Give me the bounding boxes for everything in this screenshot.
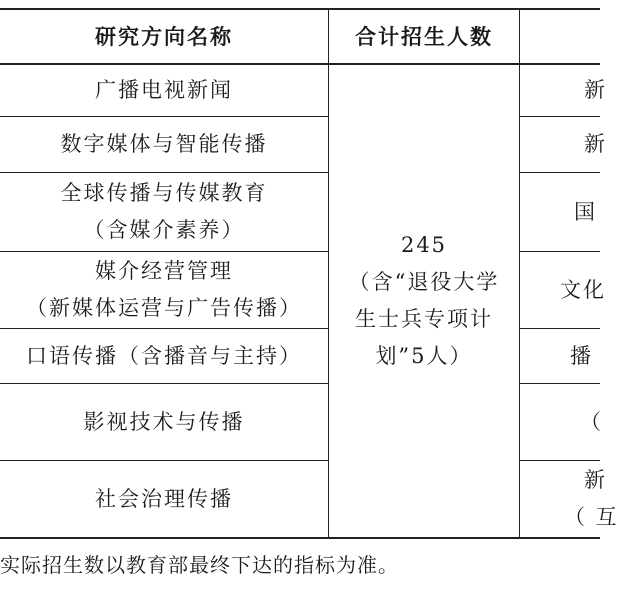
total-note-line: （含“退役大学 bbox=[348, 270, 500, 294]
right-line: （ 互 bbox=[564, 505, 619, 529]
row-direction bbox=[0, 252, 328, 328]
row-direction: 数字媒体与智能传播 bbox=[60, 132, 268, 156]
rule-bottom bbox=[0, 537, 600, 539]
row-direction bbox=[0, 173, 328, 251]
row-right: 国 bbox=[574, 199, 597, 224]
total-count-cell bbox=[329, 65, 519, 537]
right-line: 新 bbox=[584, 468, 607, 492]
direction-line: 媒介经营管理 bbox=[95, 259, 233, 283]
row-right: 文化 bbox=[560, 277, 606, 302]
row-right: 新 bbox=[584, 78, 607, 102]
direction-line: 全球传播与传媒教育 bbox=[60, 181, 268, 205]
row-right bbox=[520, 384, 603, 460]
total-count: 245 bbox=[400, 233, 448, 257]
row-right: 播 bbox=[570, 343, 593, 368]
row-direction: 口语传播（含播音与主持） bbox=[26, 343, 302, 368]
header-total: 合计招生人数 bbox=[355, 24, 493, 49]
row-right: 新 bbox=[584, 132, 607, 156]
direction-line: （新媒体运营与广告传播） bbox=[26, 296, 302, 320]
total-note-line: 生士兵专项计 bbox=[355, 307, 493, 331]
header-direction: 研究方向名称 bbox=[95, 24, 233, 49]
row-direction: 广播电视新闻 bbox=[95, 78, 233, 102]
row-right bbox=[520, 461, 619, 537]
footnote: 实际招生数以教育部最终下达的指标为准。 bbox=[0, 553, 399, 577]
direction-line: （含媒介素养） bbox=[83, 218, 245, 242]
total-note-line: 划”5人） bbox=[375, 344, 473, 368]
right-line: （ bbox=[580, 409, 603, 434]
row-direction: 影视技术与传播 bbox=[83, 409, 245, 434]
row-direction: 社会治理传播 bbox=[95, 486, 233, 511]
